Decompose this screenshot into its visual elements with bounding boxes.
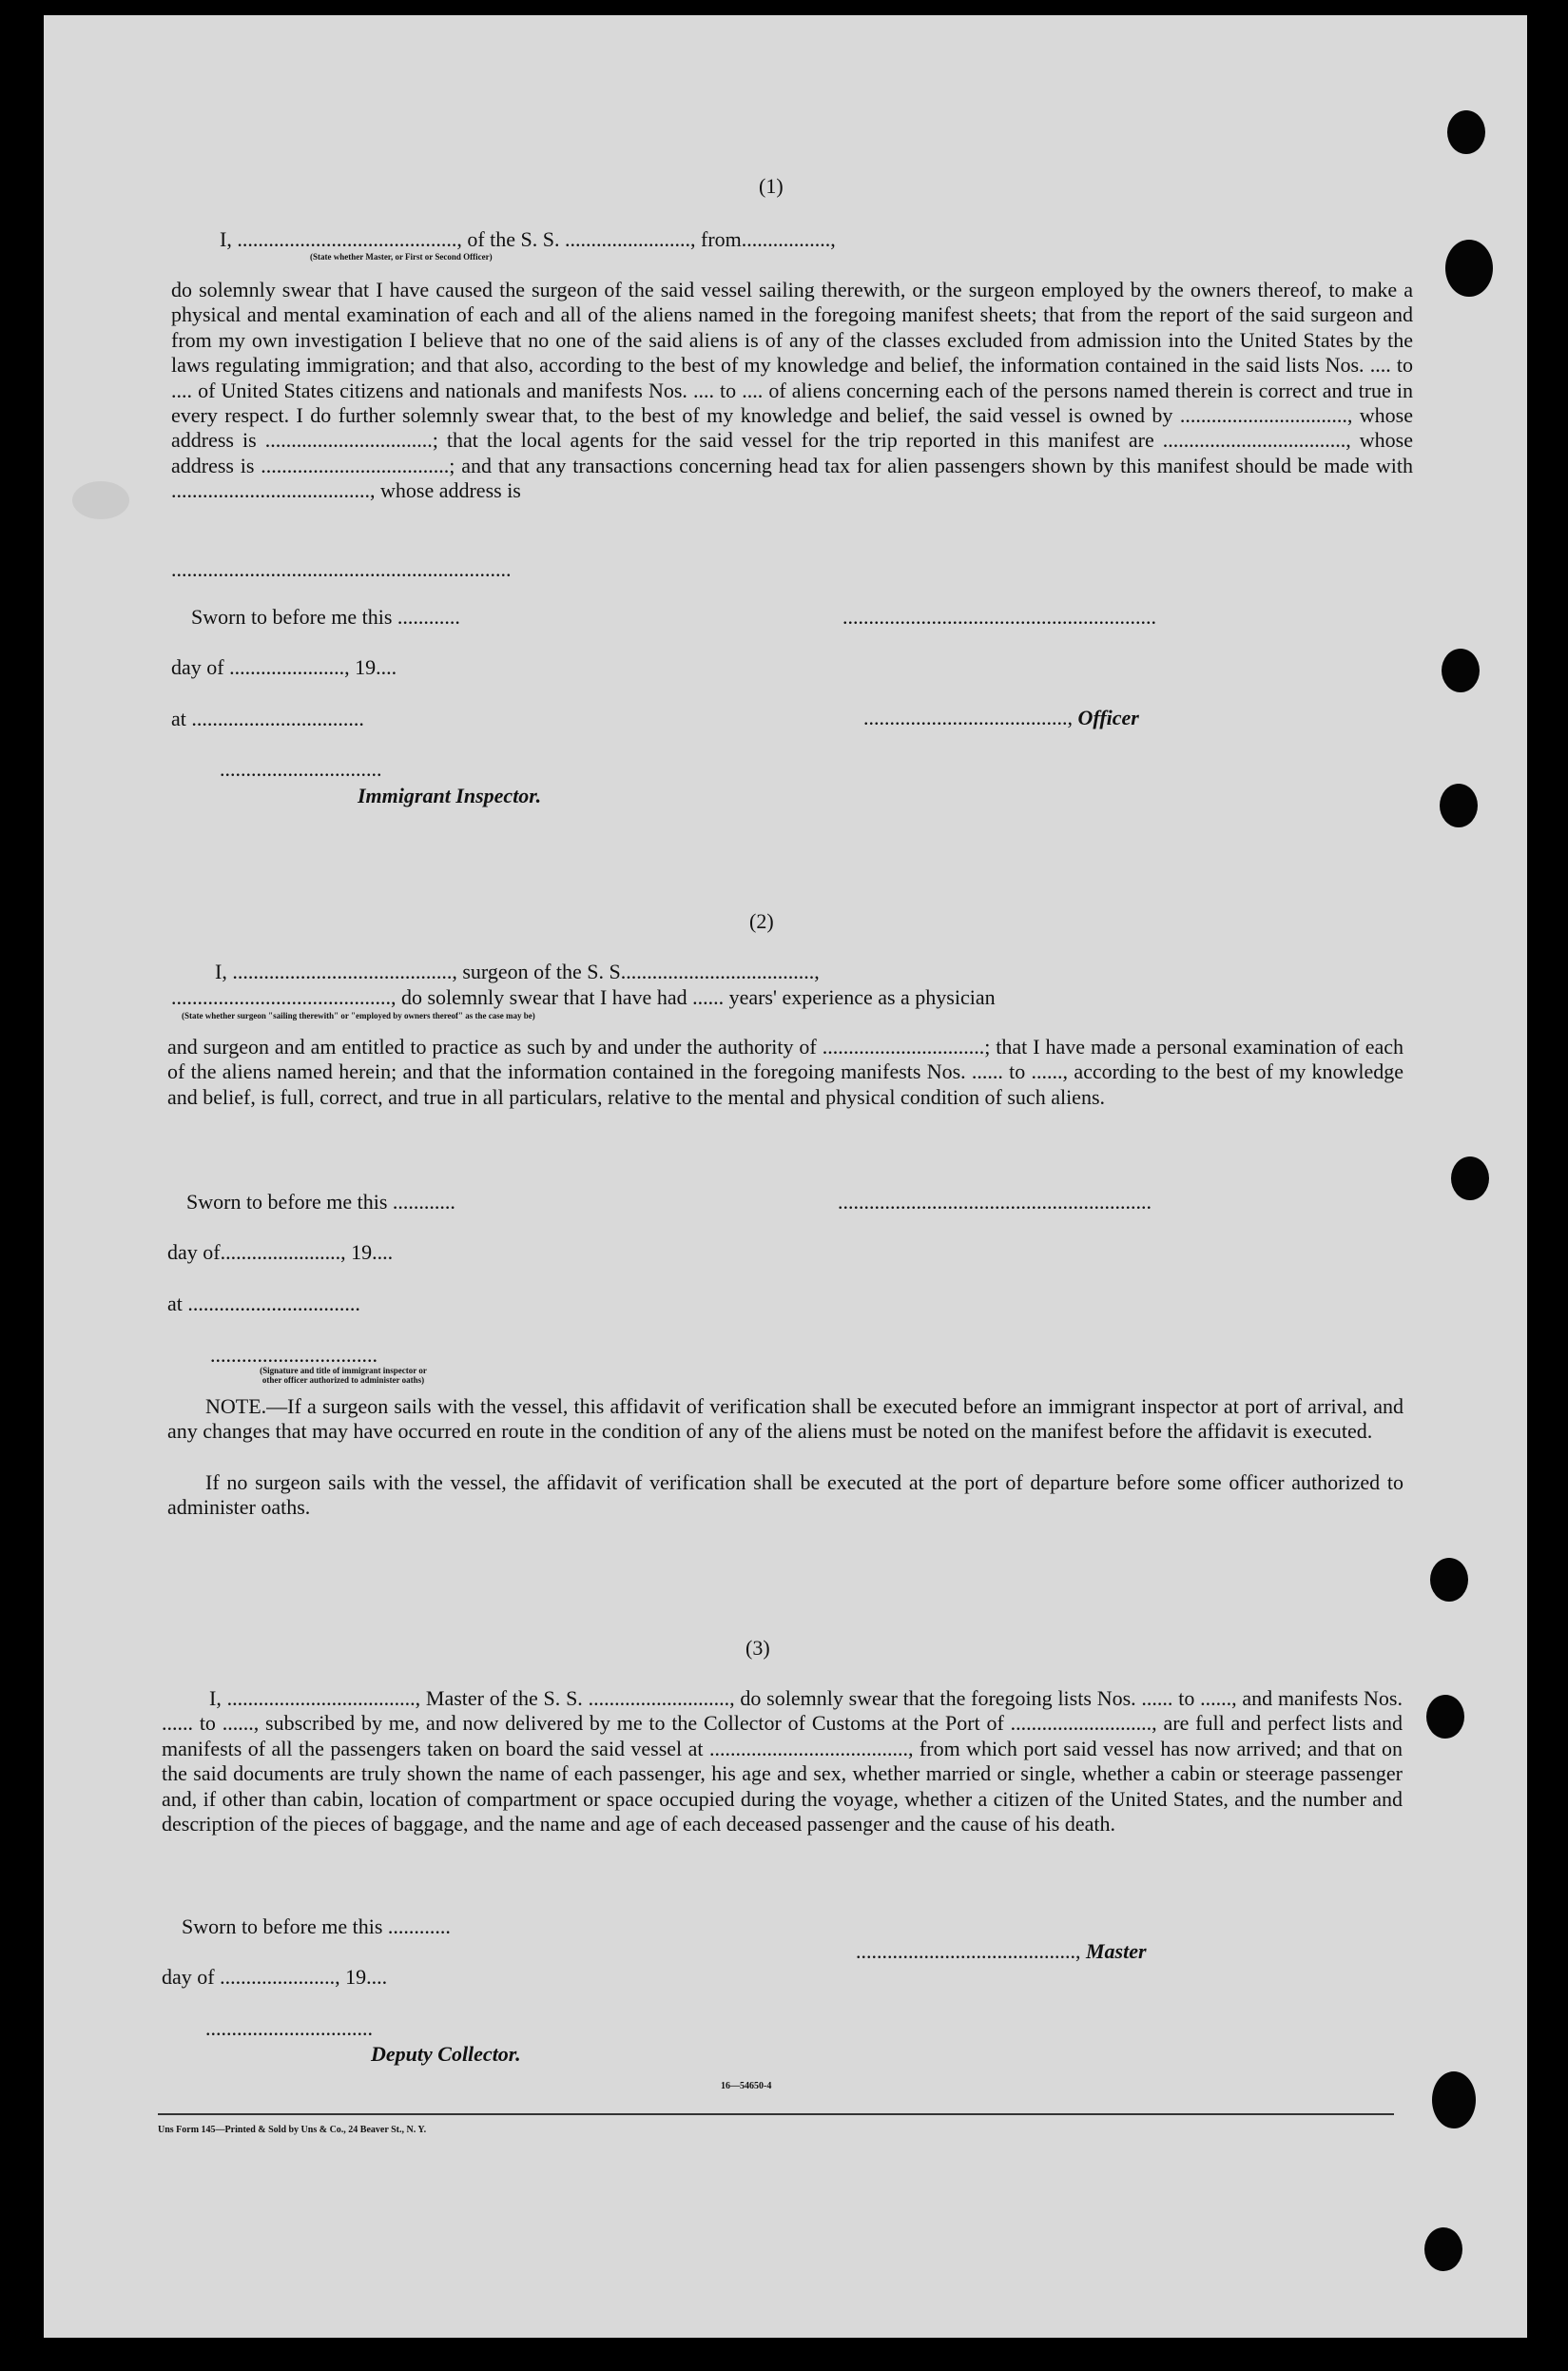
section-2-day: day of......................., 19.... xyxy=(167,1240,394,1264)
section-2-note-paragraph-2: If no surgeon sails with the vessel, the affidavit of verification shall be executed at the port of departure before some officer authorized to administer oaths. xyxy=(167,1470,1403,1520)
manifest-page xyxy=(44,15,1527,2338)
section-1-day: day of ......................, 19.... xyxy=(171,655,397,679)
binder-hole xyxy=(1426,1695,1464,1739)
section-1-signature-line: ............................................................ xyxy=(842,605,1156,629)
section-1-number: (1) xyxy=(759,174,784,198)
section-1-body: do solemnly swear that I have caused the surgeon of the said vessel sailing therewith, or the surgeon employed by the owners thereof, to make a physical and mental examination of each and all of the aliens named in the foregoing manifest sheets; that from the report of the said surgeon and from my own investigation I believe that no one of the said aliens is of any of the classes excluded from admission into the United States by the laws regulating immigration; and that also, according to the best of my knowledge and belief, the information contained in the said lists Nos. .... to .... of United States citizens and nationals and manifests Nos. .... to .... of aliens concerning each of the persons named therein is correct and true in every respect. I do further solemnly swear that, to the best of my knowledge and belief, the said vessel is owned by ................................, whose address is ................................; that the local agents for the said vessel for the trip reported in this manifest are ..................................., whose address is ....................................; and that any transactions concerning head tax for alien passengers shown by this manifest should be made with ......................................, whose address is xyxy=(171,278,1413,503)
section-2-note-paragraph-1 xyxy=(167,1394,1403,1445)
section-1-line-1: I, .........................................., of the S. S. ........................, from................., xyxy=(220,227,836,251)
binder-hole xyxy=(1451,1156,1489,1200)
binder-hole xyxy=(1445,240,1493,297)
section-1-officer-label: Officer xyxy=(1077,706,1139,729)
section-1-inspector-label: Immigrant Inspector. xyxy=(358,784,542,807)
section-3-master-line: .........................................., xyxy=(856,1939,1086,1963)
section-2-inspector-note: (Signature and title of immigrant inspector or other officer authorized to administer oaths) xyxy=(260,1366,427,1385)
note-text: —If a surgeon sails with the vessel, this affidavit of verification shall be executed before an immigrant inspector at port of arrival, and any changes that may have occurred en route in the condition of any of the aliens must be noted on the manifest before the affidavit is executed. xyxy=(167,1394,1403,1444)
section-3-master-label: Master xyxy=(1086,1939,1147,1963)
section-1-tail-line: ................................................................. xyxy=(171,557,512,581)
section-3-body: I, ...................................., Master of the S. S. ..........................., do solemnly swear that the foregoing lists Nos. ...... to ......, and manifests Nos. ...... to ......, subscribed by me, and now delivered by me to the Collector of Customs at the Port of ..........................., are full and perfect lists and manifests of all the passengers taken on board the said vessel at ......................................, from which port said vessel has now arrived; and that on the said documents are truly shown the name of each passenger, his age and sex, whether married or single, whether a cabin or steerage passenger and, if other than cabin, location of compartment or space occupied during the voyage, whether a citizen of the United States, and the number and description of the pieces of baggage, and the name and age of each deceased passenger and the cause of his death. xyxy=(162,1686,1403,1837)
section-1-officer-line: ......................................., xyxy=(863,706,1078,729)
section-2-signature-line: ............................................................ xyxy=(838,1190,1152,1214)
form-code: 16—54650-4 xyxy=(721,2081,772,2091)
binder-hole xyxy=(1442,649,1480,692)
section-2-sworn: Sworn to before me this ............ xyxy=(186,1190,455,1214)
section-2-number: (2) xyxy=(749,909,774,933)
footer-rule xyxy=(158,2113,1394,2115)
section-3-deputy-line: ................................ xyxy=(205,2016,373,2040)
section-2-line-1: I, .........................................., surgeon of the S. S....................................., xyxy=(215,960,820,983)
section-1-sworn: Sworn to before me this ............ xyxy=(191,605,460,629)
binder-hole xyxy=(1447,110,1485,154)
section-3-number: (3) xyxy=(745,1636,770,1660)
section-2-line-2: .........................................., do solemnly swear that I have had ...... years' experience as a physician xyxy=(171,985,996,1009)
binder-hole xyxy=(1432,2071,1476,2128)
section-2-inspector-line: ................................ xyxy=(210,1343,377,1367)
binder-hole xyxy=(1424,2227,1462,2271)
section-3-deputy-label: Deputy Collector. xyxy=(371,2042,521,2066)
section-2-body: and surgeon and am entitled to practice as such by and under the authority of ...............................; that I have made a personal examination of each of the aliens named herein; and that the information contained in the foregoing manifests Nos. ...... to ......, according to the best of my knowledge and belief, is full, correct, and true in all particulars, relative to the mental and physical condition of such aliens. xyxy=(167,1035,1403,1109)
note-label: NOTE. xyxy=(205,1394,267,1418)
section-1-at: at ................................. xyxy=(171,707,364,730)
section-2-surgeon-note: (State whether surgeon "sailing therewith" or "employed by owners thereof" as the case may be) xyxy=(182,1011,535,1020)
section-1-inspector-line: ............................... xyxy=(220,757,382,781)
binder-hole xyxy=(1430,1558,1468,1602)
section-3-sworn: Sworn to before me this ............ xyxy=(182,1914,451,1938)
section-3-day: day of ......................, 19.... xyxy=(162,1965,388,1989)
smudge xyxy=(72,481,129,519)
binder-hole xyxy=(1440,784,1478,827)
printer-credit: Uns Form 145—Printed & Sold by Uns & Co., 24 Beaver St., N. Y. xyxy=(158,2125,427,2135)
section-1-title-note: (State whether Master, or First or Second Officer) xyxy=(310,252,493,262)
section-2-at: at ................................. xyxy=(167,1292,360,1315)
